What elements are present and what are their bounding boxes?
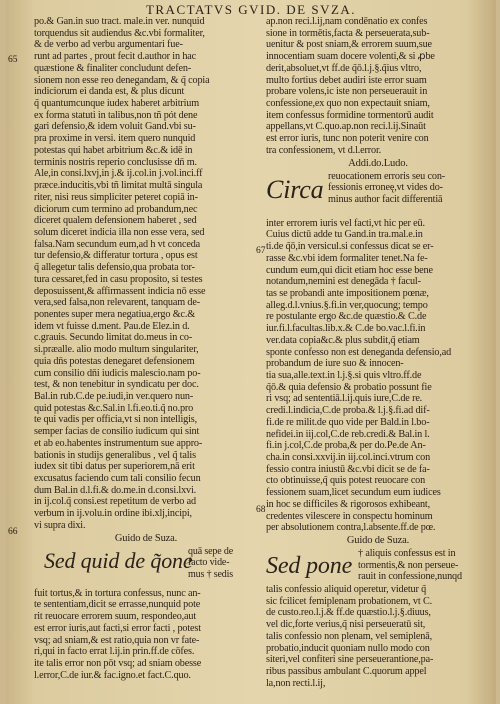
text-line: q̃ō.& quia defensio & probatio possunt fie [266,381,432,393]
text-line: probandum de iure suo & innocen- [266,358,404,370]
circa-side-text [328,171,490,206]
text-line: tas se probandi ante impositionem pœnæ, [266,287,429,299]
text-line: diciorum cum termino ad probandum,nec [34,203,198,215]
text-line: bationis in studijs generalibus , vel q̃ talis [34,449,196,461]
text-line: iudex sit tibi datus per superiorem,nā erit [34,461,195,473]
text-line: et ab eo.habentes instrumentum sue appro- [34,437,203,449]
text-line: test, & non tenebitur in syndicatu per doc. [34,379,199,391]
text-line: solum diceret indicia illa non esse vera, sed [34,226,205,238]
text-line: probatio,inducit quoniam nullo modo con [266,642,430,654]
text-line: quia dn̄s potestas denegaret defensionem [34,355,195,367]
text-line: rauit in confessione,nunqd [358,571,462,583]
text-line: cum consilio dn̄i iudicis malescio.nam po- [34,367,201,379]
text-line: ponentes super mera negatiua,ergo &c.& [34,308,196,320]
book-page [6,0,496,704]
text-line: appellans,vt C.quo.ap.non reci.l.ij.Sinaūt [266,121,426,133]
text-line: q̃ allegetur talis defensio,qua probata tor- [34,262,195,274]
text-line: fessionis erroneę,vt vides do- [328,182,443,194]
text-line: sione in tormētis,facta & perseuerata,sub- [266,27,430,39]
text-line: runt ad partes , prout fecit d.author in hac [34,51,197,63]
text-line: multo fortius debet audiri iste error suam [266,74,427,86]
text-line: excusatus faciendo cum tali consilio fecun [34,473,201,485]
margin-note-67: 67 [256,246,266,256]
text-line: in ij.col.q̃ consi.est repetitum de verbo ad [34,496,196,508]
text-line: rasse &c.vbi idem formaliter tenet.Na fe- [266,252,428,264]
text-line: de custo.reo.l.j.& ff.de quæstio.l.j.§.diuus, [266,607,431,619]
text-line: vsq; ad sniam,& est ratio,quia non vr fate- [34,634,200,646]
text-line: ri,qui in facto errat l.ij.in prin.ff.de cōfes. [34,646,195,658]
text-line: indiciorum ei danda est, & plus dicunt [34,86,185,98]
text-line: innocentiam suam docere volenti,& si ꝓbe [266,51,435,63]
text-line: fuit tortus,& in tortura confessus, nunc an- [34,587,201,599]
text-line: tia sua,alle.text.in l.j.§.si quis vltro.ff.de [266,369,422,381]
text-line: alleg.d.l.vnius.§.fi.in ver,quocung; tempo [266,299,428,311]
text-line: credi.l.indicia,C.de proba.& l.j.§.fi.ad dif- [266,405,430,417]
text-line: dum Bal.in d.l.fi.& do.me.in d.consi.lxvi. [34,484,197,496]
text-line: tur defensio,& differatur tortura , opus est [34,250,198,262]
text-line: vel dic,forte verius,q̃ nisi perseueratū sit, [266,619,426,631]
text-line: iur.fi.l.facultas.lib.x.& C.de bo.vac.l.fi.in [266,323,426,335]
running-header: TRACTATVS GVID. DE SVZA. [145,2,357,17]
text-line: præce.inducitis,vbi tñ limitat multā singula [34,180,203,192]
text-line: gari defensio,& idem voluit Gand.vbi su- [34,121,196,133]
sed-pone-block [266,548,490,584]
text-line: probare volens,ic iste non perseuerauit in [266,86,428,98]
text-line: sionem non esse reo denegandam, & q̃ copia [34,74,210,86]
text-line: Bal.in rub.C.de pe.iudi,in ver.quero nun- [34,391,194,402]
text-line: terminis nostris reperio conclusisse dn̄ m. [34,156,197,168]
text-line: inter errorem iuris vel facti,vt hic per eū. [266,217,425,229]
text-line: est error iuris, tunc non poterit venire con [266,133,429,145]
text-line: uenitur & post sniam,& errorem suum,sue [266,39,432,51]
text-line: fi.in j.col,C.de proba,& per do.Pe.de An- [266,440,426,452]
text-line: c.grauis. Secundo limitat do.meus in co- [34,332,193,344]
text-line: quæstione & finaliter concludunt defen- [34,62,192,74]
text-line: credentes vilescere in conspectu hominum [266,510,433,522]
text-line: cto obtinuisse,q̃ quis potest reuocare con [266,475,426,487]
text-line: ap.non reci.l.ij,nam condēnatio ex confes [266,16,428,27]
left-column-body-continued [34,588,258,682]
text-line: ribus passibus ambulant C.quorum appel [266,666,427,678]
left-column-body [34,16,258,532]
text-line: ver.data copia&c.& plus subdit,q̃ etiam [266,334,420,346]
circa-block [266,171,490,218]
text-line: item confessus formidine tormentorū audit [266,109,434,121]
text-line: verbum in ij.volu.in ordine ibi.xlj,incipi, [34,508,192,520]
text-line: † aliquis confessus est in [358,548,456,560]
section-heading-addi: Addi.do.Ludo. [348,157,408,169]
margin-note-68: 68 [256,505,266,515]
text-line: te qui vadis per officia,vt si non intelligis, [34,414,197,426]
text-line: pra proxime in versi. item quero nunquid [34,133,196,145]
text-line: notandum,nemini est denegāda † facul- [266,276,421,288]
right-column-body-mid [266,218,490,534]
right-column [266,16,490,690]
text-line: & de verbo ad verbu argumentari fue- [34,39,183,51]
text-line: minus author facit differentiā [328,194,443,206]
text-line: q̃ quantumcunque iudex haberet arbitrium [34,98,200,110]
text-line: talis confessio non plenam, vel semiplenā, [266,630,432,642]
text-line: vi supra dixi. [34,519,86,531]
text-line: in hoc se difficiles & rigorosos exhibeant, [266,498,430,510]
text-line: deposuissent,& affirmassent indicia nō esse [34,285,206,297]
text-line: diceret qualem defensionem haberet , sed [34,215,197,227]
text-line: po.& Gan.in suo tract. male.in ver. nunquid [34,16,205,27]
text-line: ex forma statuti in talibus,non tñ pót dene [34,109,198,121]
text-line: riter, nisi reus simpliciter peteret copiā in- [34,191,198,203]
text-line: te sententiam,dicit se errasse,nunquid pote [34,599,201,611]
text-line: vera,sed falsa,non relevarent, tanquam de- [34,297,200,309]
text-line: derit,absoluet,vt ff.de q̃ō.l.j.§.q̃ius vltro, [266,62,422,74]
section-heading-guido: Guido de Suza. [114,532,178,544]
text-line: cundum eum,qui dicit etiam hoc esse bene [266,264,433,276]
text-line: idem vt fuisse d.ment. Pau.de Elez.in d. [34,320,190,332]
text-line: est error iuris,aut facti,si error facti , potest [34,622,201,634]
text-line: l.error,C.de iur.& fac.igno.et fact.C.quo. [34,669,191,681]
text-line: Cuius dictū adde tu Gand.in tra.mal.e.in [266,229,423,241]
text-line: sponte confesso non est deneganda defensio,ad [266,346,452,358]
margin-note-65: 65 [8,55,18,65]
text-line: cha.in consi.xxvij.in iij.col.inci.vtrum con [266,452,431,463]
text-line: ite talis error non pōt vsq; ad sniam obesse [34,657,202,669]
text-line: rit reuocare errorem suum, respondeo,aut [34,611,197,623]
text-line: si.præalle. alio modo multum singulariter, [34,344,199,356]
section-heading-guido-2: Guido de Suza. [346,535,410,547]
text-line: ti.de q̃ō,in versicul.si confessus dicat se er- [266,241,434,253]
text-line: Ale,in consi.lxvj,in j.& ij.col.in j.vol.inci.ff [34,168,203,180]
text-line: ri vsq; ad sententiā.l.ij.quis iure,C.de re. [266,393,423,405]
text-line: la,non recti.l.ij, [266,677,326,689]
margin-note-66: 66 [8,527,18,537]
text-line: confessione,ex quo non expectauit sniam, [266,98,430,110]
text-line: sic fcilicet femiplenam probationem, vt C. [266,595,432,607]
text-line: torquendus sit audiendus &c.vbi formaliter, [34,27,205,39]
text-line: tormentis,& non perseue- [358,559,459,571]
text-line: semper facias de consilio iudicum qui sint [34,426,200,438]
right-column-body [266,16,490,157]
text-line: fi.de re milit.de quo vide per Bald.in l.bo- [266,416,430,428]
sed-pone-side-text [358,548,490,583]
text-line: mus † sedis [188,568,234,580]
lemma-initial: Sed quid de q̃one [44,547,193,573]
text-line: quā sepe de [188,545,233,557]
text-line: talis confessio aliquid operetur, videtur q̃ [266,584,427,596]
text-line: tura cessaret,fed in casu proposito, si testes [34,273,203,285]
text-line: siteri,vel confiteri sine perseuerantione,pa- [266,654,434,666]
text-line: falsa.Nam secundum eum,ad h vt conceda [34,238,201,250]
lemma-block [34,546,258,588]
text-line: quid potestas &c.Sal.in l.fi.eo.ti.q̃ no.pro [34,402,194,414]
right-column-body-end [266,584,490,689]
text-line: potestas qui habet arbitrium &c.& idē in [34,144,193,156]
circa-initial: Circa [266,174,324,204]
text-line: reuocationem erroris seu con- [328,170,445,182]
text-line: re postulante ergo &c.de quæstio.& C.de [266,311,427,323]
lemma-side-text [188,546,258,581]
text-line: tra confessionem, vt d.l.error. [266,144,382,156]
text-line: per absolutionem contra,l.absente.ff.de pœ. [266,522,436,534]
text-line: facto vide- [188,557,230,569]
text-line: nefidei.in iij.col,C.de reb.credi.& Bal.in l. [266,428,430,440]
left-column [34,16,258,681]
text-line: fessio contra iniustū &c.vbi dicit se de fa- [266,463,430,475]
text-line: fessionem suam,licet secundum eum iudices [266,487,441,499]
sed-pone-initial: Sed pone [266,553,353,580]
